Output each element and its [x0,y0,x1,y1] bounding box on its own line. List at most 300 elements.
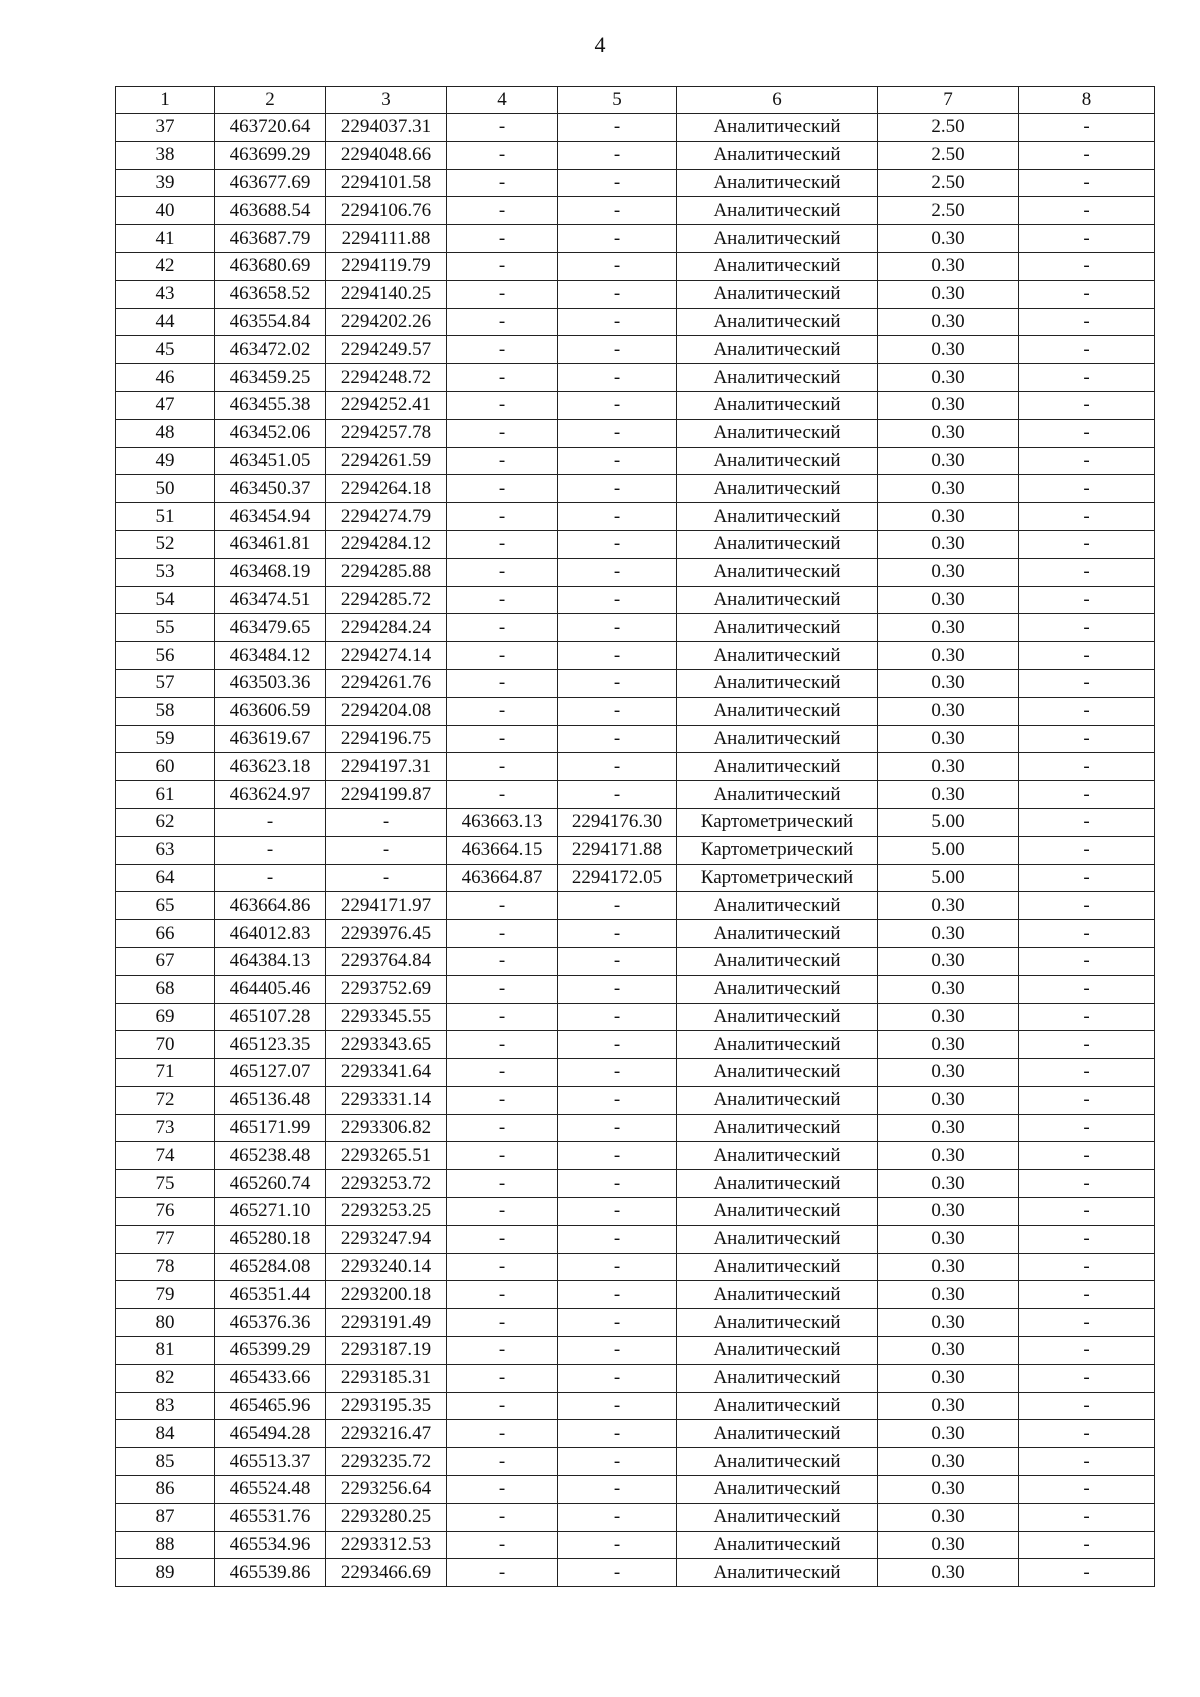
y-coordinate-alt-cell: - [558,781,677,809]
description-cell: - [1019,669,1155,697]
description-cell: - [1019,1142,1155,1170]
x-coordinate-alt-cell: - [447,1142,558,1170]
y-coordinate-cell: 2293466.69 [326,1559,447,1587]
x-coordinate-cell: 463455.38 [215,391,326,419]
y-coordinate-cell: 2293235.72 [326,1448,447,1476]
y-coordinate-cell: 2293185.31 [326,1364,447,1392]
x-coordinate-cell: 465513.37 [215,1448,326,1476]
point-number-cell: 48 [116,419,215,447]
table-row [116,419,1155,447]
y-coordinate-alt-cell: 2294176.30 [558,808,677,836]
x-coordinate-alt-cell: - [447,947,558,975]
x-coordinate-alt-cell: - [447,1003,558,1031]
table-row [116,1142,1155,1170]
accuracy-cell: 0.30 [878,1003,1019,1031]
table-row [116,308,1155,336]
point-number-cell: 49 [116,447,215,475]
y-coordinate-cell: 2294101.58 [326,169,447,197]
x-coordinate-cell: 463472.02 [215,336,326,364]
point-number-cell: 73 [116,1114,215,1142]
x-coordinate-alt-cell: - [447,475,558,503]
description-cell: - [1019,1114,1155,1142]
column-header: 7 [878,87,1019,114]
method-cell: Аналитический [677,447,878,475]
x-coordinate-cell: 465399.29 [215,1337,326,1365]
x-coordinate-alt-cell: - [447,1448,558,1476]
method-cell: Картометрический [677,836,878,864]
accuracy-cell: 0.30 [878,558,1019,586]
accuracy-cell: 2.50 [878,197,1019,225]
accuracy-cell: 0.30 [878,892,1019,920]
y-coordinate-cell: 2294111.88 [326,225,447,253]
point-number-cell: 74 [116,1142,215,1170]
point-number-cell: 43 [116,280,215,308]
y-coordinate-alt-cell: - [558,1003,677,1031]
point-number-cell: 75 [116,1170,215,1198]
description-cell: - [1019,1225,1155,1253]
x-coordinate-alt-cell: - [447,252,558,280]
table-row [116,1337,1155,1365]
accuracy-cell: 0.30 [878,1392,1019,1420]
x-coordinate-cell: 465284.08 [215,1253,326,1281]
x-coordinate-cell: 463484.12 [215,642,326,670]
table-row [116,503,1155,531]
y-coordinate-alt-cell: - [558,1309,677,1337]
y-coordinate-cell: 2293752.69 [326,975,447,1003]
table-row [116,920,1155,948]
x-coordinate-alt-cell: - [447,530,558,558]
x-coordinate-cell: 465524.48 [215,1476,326,1504]
x-coordinate-cell: 465280.18 [215,1225,326,1253]
x-coordinate-cell: 463459.25 [215,364,326,392]
x-coordinate-alt-cell: - [447,642,558,670]
y-coordinate-alt-cell: - [558,1170,677,1198]
y-coordinate-alt-cell: 2294171.88 [558,836,677,864]
point-number-cell: 86 [116,1476,215,1504]
method-cell: Аналитический [677,920,878,948]
table-row [116,1476,1155,1504]
y-coordinate-cell: 2293312.53 [326,1531,447,1559]
x-coordinate-cell: 463699.29 [215,141,326,169]
accuracy-cell: 0.30 [878,1281,1019,1309]
point-number-cell: 60 [116,753,215,781]
method-cell: Аналитический [677,225,878,253]
x-coordinate-alt-cell: - [447,586,558,614]
y-coordinate-cell: 2294048.66 [326,141,447,169]
x-coordinate-alt-cell: - [447,364,558,392]
accuracy-cell: 0.30 [878,1170,1019,1198]
accuracy-cell: 0.30 [878,419,1019,447]
method-cell: Аналитический [677,252,878,280]
x-coordinate-alt-cell: - [447,114,558,142]
table-row [116,252,1155,280]
x-coordinate-cell: 465351.44 [215,1281,326,1309]
y-coordinate-cell: 2293247.94 [326,1225,447,1253]
x-coordinate-alt-cell: - [447,280,558,308]
accuracy-cell: 0.30 [878,1559,1019,1587]
description-cell: - [1019,1476,1155,1504]
table-row [116,1059,1155,1087]
table-row [116,1281,1155,1309]
table-row [116,225,1155,253]
x-coordinate-cell: 463619.67 [215,725,326,753]
x-coordinate-alt-cell: - [447,1420,558,1448]
y-coordinate-alt-cell: - [558,114,677,142]
y-coordinate-alt-cell: - [558,920,677,948]
x-coordinate-cell: 463720.64 [215,114,326,142]
table-row [116,697,1155,725]
accuracy-cell: 0.30 [878,1086,1019,1114]
x-coordinate-alt-cell: - [447,614,558,642]
accuracy-cell: 0.30 [878,1503,1019,1531]
method-cell: Аналитический [677,669,878,697]
method-cell: Аналитический [677,1559,878,1587]
y-coordinate-alt-cell: - [558,197,677,225]
x-coordinate-alt-cell: - [447,697,558,725]
y-coordinate-alt-cell: - [558,475,677,503]
method-cell: Аналитический [677,419,878,447]
accuracy-cell: 0.30 [878,975,1019,1003]
x-coordinate-alt-cell: - [447,1225,558,1253]
method-cell: Аналитический [677,1531,878,1559]
accuracy-cell: 0.30 [878,920,1019,948]
description-cell: - [1019,1559,1155,1587]
method-cell: Аналитический [677,530,878,558]
accuracy-cell: 0.30 [878,308,1019,336]
x-coordinate-cell: 463658.52 [215,280,326,308]
accuracy-cell: 0.30 [878,530,1019,558]
table-row [116,197,1155,225]
method-cell: Аналитический [677,892,878,920]
x-coordinate-cell: 463606.59 [215,697,326,725]
x-coordinate-alt-cell: - [447,1253,558,1281]
x-coordinate-cell: 463554.84 [215,308,326,336]
table-row [116,1309,1155,1337]
x-coordinate-cell: 464012.83 [215,920,326,948]
method-cell: Аналитический [677,364,878,392]
y-coordinate-alt-cell: - [558,280,677,308]
x-coordinate-alt-cell: - [447,447,558,475]
method-cell: Аналитический [677,1142,878,1170]
accuracy-cell: 0.30 [878,1198,1019,1226]
y-coordinate-alt-cell: - [558,892,677,920]
y-coordinate-alt-cell: - [558,669,677,697]
table-row [116,642,1155,670]
description-cell: - [1019,1503,1155,1531]
x-coordinate-alt-cell: - [447,669,558,697]
column-header: 8 [1019,87,1155,114]
y-coordinate-cell: 2293200.18 [326,1281,447,1309]
x-coordinate-alt-cell: 463663.13 [447,808,558,836]
point-number-cell: 58 [116,697,215,725]
point-number-cell: 37 [116,114,215,142]
y-coordinate-alt-cell: - [558,1337,677,1365]
y-coordinate-cell: 2293345.55 [326,1003,447,1031]
table-row [116,669,1155,697]
point-number-cell: 66 [116,920,215,948]
method-cell: Аналитический [677,1198,878,1226]
table-row [116,1198,1155,1226]
y-coordinate-cell: 2293265.51 [326,1142,447,1170]
point-number-cell: 47 [116,391,215,419]
accuracy-cell: 0.30 [878,391,1019,419]
x-coordinate-alt-cell: 463664.15 [447,836,558,864]
table-row [116,1559,1155,1587]
description-cell: - [1019,920,1155,948]
accuracy-cell: 0.30 [878,1337,1019,1365]
accuracy-cell: 0.30 [878,503,1019,531]
y-coordinate-alt-cell: - [558,1420,677,1448]
y-coordinate-alt-cell: - [558,1503,677,1531]
table-row [116,1114,1155,1142]
x-coordinate-alt-cell: 463664.87 [447,864,558,892]
method-cell: Аналитический [677,1476,878,1504]
accuracy-cell: 0.30 [878,364,1019,392]
accuracy-cell: 0.30 [878,586,1019,614]
point-number-cell: 84 [116,1420,215,1448]
x-coordinate-cell: 465539.86 [215,1559,326,1587]
x-coordinate-alt-cell: - [447,391,558,419]
method-cell: Аналитический [677,391,878,419]
x-coordinate-cell: 465465.96 [215,1392,326,1420]
description-cell: - [1019,808,1155,836]
accuracy-cell: 0.30 [878,1364,1019,1392]
x-coordinate-cell: 465171.99 [215,1114,326,1142]
y-coordinate-cell: 2294264.18 [326,475,447,503]
point-number-cell: 38 [116,141,215,169]
table-row [116,892,1155,920]
table-row [116,1392,1155,1420]
accuracy-cell: 0.30 [878,614,1019,642]
method-cell: Картометрический [677,808,878,836]
y-coordinate-alt-cell: - [558,1086,677,1114]
x-coordinate-cell: 463680.69 [215,252,326,280]
y-coordinate-cell: 2294274.14 [326,642,447,670]
point-number-cell: 39 [116,169,215,197]
x-coordinate-alt-cell: - [447,336,558,364]
table-row [116,364,1155,392]
y-coordinate-cell: 2293331.14 [326,1086,447,1114]
description-cell: - [1019,1420,1155,1448]
x-coordinate-alt-cell: - [447,781,558,809]
x-coordinate-alt-cell: - [447,1114,558,1142]
column-header: 5 [558,87,677,114]
x-coordinate-cell: 465238.48 [215,1142,326,1170]
point-number-cell: 62 [116,808,215,836]
column-header: 3 [326,87,447,114]
x-coordinate-cell: 465531.76 [215,1503,326,1531]
y-coordinate-cell: 2293191.49 [326,1309,447,1337]
method-cell: Аналитический [677,141,878,169]
x-coordinate-alt-cell: - [447,1281,558,1309]
method-cell: Аналитический [677,725,878,753]
x-coordinate-cell: 465136.48 [215,1086,326,1114]
accuracy-cell: 0.30 [878,1142,1019,1170]
description-cell: - [1019,1392,1155,1420]
table-header-row [116,87,1155,114]
method-cell: Аналитический [677,1086,878,1114]
description-cell: - [1019,1281,1155,1309]
x-coordinate-cell: 463451.05 [215,447,326,475]
description-cell: - [1019,475,1155,503]
y-coordinate-cell: 2293280.25 [326,1503,447,1531]
description-cell: - [1019,141,1155,169]
y-coordinate-cell: 2293253.25 [326,1198,447,1226]
point-number-cell: 77 [116,1225,215,1253]
x-coordinate-cell: 465534.96 [215,1531,326,1559]
y-coordinate-alt-cell: - [558,558,677,586]
table-row [116,1364,1155,1392]
method-cell: Аналитический [677,1225,878,1253]
y-coordinate-cell: 2294261.59 [326,447,447,475]
description-cell: - [1019,725,1155,753]
accuracy-cell: 0.30 [878,280,1019,308]
accuracy-cell: 0.30 [878,336,1019,364]
description-cell: - [1019,1309,1155,1337]
y-coordinate-cell: 2294285.88 [326,558,447,586]
method-cell: Аналитический [677,114,878,142]
description-cell: - [1019,1253,1155,1281]
accuracy-cell: 0.30 [878,669,1019,697]
description-cell: - [1019,892,1155,920]
x-coordinate-alt-cell: - [447,503,558,531]
table-row [116,1170,1155,1198]
table-row [116,1003,1155,1031]
description-cell: - [1019,1198,1155,1226]
point-number-cell: 57 [116,669,215,697]
y-coordinate-cell: 2293240.14 [326,1253,447,1281]
x-coordinate-cell: 463623.18 [215,753,326,781]
y-coordinate-alt-cell: - [558,1114,677,1142]
point-number-cell: 52 [116,530,215,558]
method-cell: Аналитический [677,1364,878,1392]
y-coordinate-alt-cell: - [558,697,677,725]
table-row [116,530,1155,558]
method-cell: Аналитический [677,169,878,197]
description-cell: - [1019,503,1155,531]
x-coordinate-alt-cell: - [447,920,558,948]
point-number-cell: 42 [116,252,215,280]
table-row [116,1086,1155,1114]
x-coordinate-alt-cell: - [447,558,558,586]
y-coordinate-alt-cell: - [558,1059,677,1087]
y-coordinate-alt-cell: - [558,1364,677,1392]
y-coordinate-alt-cell: - [558,1198,677,1226]
x-coordinate-cell: 464384.13 [215,947,326,975]
table-row [116,558,1155,586]
point-number-cell: 80 [116,1309,215,1337]
y-coordinate-cell: 2293216.47 [326,1420,447,1448]
y-coordinate-alt-cell: - [558,391,677,419]
point-number-cell: 64 [116,864,215,892]
x-coordinate-alt-cell: - [447,1392,558,1420]
y-coordinate-cell: 2294252.41 [326,391,447,419]
y-coordinate-alt-cell: - [558,447,677,475]
description-cell: - [1019,308,1155,336]
table-row [116,1031,1155,1059]
description-cell: - [1019,1031,1155,1059]
description-cell: - [1019,975,1155,1003]
point-number-cell: 69 [116,1003,215,1031]
description-cell: - [1019,364,1155,392]
description-cell: - [1019,864,1155,892]
x-coordinate-cell: 463624.97 [215,781,326,809]
x-coordinate-alt-cell: - [447,1531,558,1559]
x-coordinate-alt-cell: - [447,1086,558,1114]
table-row [116,614,1155,642]
description-cell: - [1019,614,1155,642]
method-cell: Аналитический [677,1031,878,1059]
description-cell: - [1019,280,1155,308]
accuracy-cell: 0.30 [878,947,1019,975]
x-coordinate-alt-cell: - [447,1364,558,1392]
y-coordinate-alt-cell: - [558,725,677,753]
y-coordinate-cell: 2294249.57 [326,336,447,364]
accuracy-cell: 0.30 [878,1253,1019,1281]
table-row [116,1420,1155,1448]
x-coordinate-alt-cell: - [447,1198,558,1226]
x-coordinate-cell: 463468.19 [215,558,326,586]
description-cell: - [1019,1059,1155,1087]
point-number-cell: 67 [116,947,215,975]
method-cell: Аналитический [677,1170,878,1198]
x-coordinate-alt-cell: - [447,1059,558,1087]
y-coordinate-cell: 2293253.72 [326,1170,447,1198]
point-number-cell: 40 [116,197,215,225]
description-cell: - [1019,753,1155,781]
description-cell: - [1019,836,1155,864]
y-coordinate-cell: 2294274.79 [326,503,447,531]
x-coordinate-cell: 463664.86 [215,892,326,920]
accuracy-cell: 5.00 [878,808,1019,836]
description-cell: - [1019,419,1155,447]
y-coordinate-alt-cell: - [558,1253,677,1281]
table-row [116,1253,1155,1281]
description-cell: - [1019,336,1155,364]
table-row [116,947,1155,975]
x-coordinate-cell: 463454.94 [215,503,326,531]
y-coordinate-alt-cell: - [558,419,677,447]
accuracy-cell: 2.50 [878,141,1019,169]
method-cell: Аналитический [677,1253,878,1281]
point-number-cell: 70 [116,1031,215,1059]
y-coordinate-cell: 2294202.26 [326,308,447,336]
method-cell: Аналитический [677,697,878,725]
method-cell: Аналитический [677,1503,878,1531]
y-coordinate-alt-cell: - [558,1448,677,1476]
point-number-cell: 50 [116,475,215,503]
y-coordinate-alt-cell: - [558,1142,677,1170]
x-coordinate-cell: - [215,864,326,892]
description-cell: - [1019,697,1155,725]
column-header: 2 [215,87,326,114]
x-coordinate-alt-cell: - [447,419,558,447]
accuracy-cell: 0.30 [878,252,1019,280]
x-coordinate-alt-cell: - [447,1559,558,1587]
y-coordinate-cell: 2294140.25 [326,280,447,308]
method-cell: Аналитический [677,503,878,531]
y-coordinate-cell: 2294261.76 [326,669,447,697]
method-cell: Аналитический [677,558,878,586]
table-row [116,753,1155,781]
y-coordinate-alt-cell: - [558,530,677,558]
accuracy-cell: 0.30 [878,1448,1019,1476]
method-cell: Аналитический [677,197,878,225]
point-number-cell: 76 [116,1198,215,1226]
y-coordinate-alt-cell: - [558,1476,677,1504]
accuracy-cell: 5.00 [878,836,1019,864]
y-coordinate-cell: 2293195.35 [326,1392,447,1420]
